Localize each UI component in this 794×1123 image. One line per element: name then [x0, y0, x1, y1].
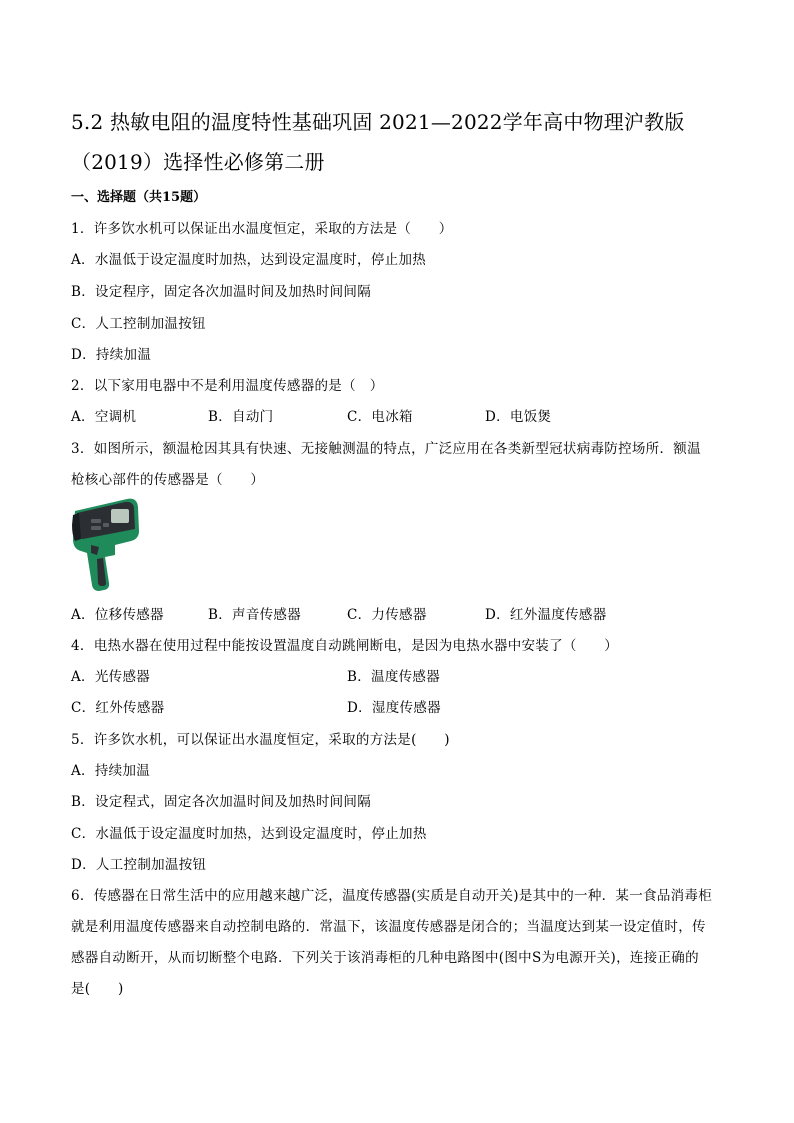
question-3-stem-line-2: 枪核心部件的传感器是（ ）	[71, 472, 265, 488]
question-4-option-c: C．红外传感器	[71, 700, 165, 716]
gun-button	[91, 519, 101, 523]
question-2-stem: 2．以下家用电器中不是利用温度传感器的是（ ）	[71, 378, 384, 394]
gun-screen	[111, 509, 129, 523]
question-6-stem-line-2: 就是利用温度传感器来自动控制电路的．常温下，该温度传感器是闭合的；当温度达到某一设定值时，传	[71, 919, 706, 935]
question-6-stem-line-4: 是( )	[71, 981, 124, 997]
gun-button	[103, 523, 109, 527]
question-5-option-a: A．持续加温	[71, 763, 151, 779]
question-6-stem-line-3: 感器自动断开，从而切断整个电路．下列关于该消毒柜的几种电路图中(图中S为电源开关)，连接正确的	[71, 950, 699, 966]
question-1-option-b: B．设定程序，固定各次加温时间及加热时间间隔	[71, 284, 372, 300]
question-3-option-b: B．声音传感器	[208, 607, 302, 623]
infrared-thermometer-gun-image	[71, 495, 141, 593]
question-2-option-d: D．电饭煲	[485, 409, 552, 425]
question-1-option-a: A．水温低于设定温度时加热，达到设定温度时，停止加热	[71, 252, 427, 268]
question-1-option-d: D．持续加温	[71, 347, 152, 363]
question-4-stem: 4．电热水器在使用过程中能按设置温度自动跳闸断电，是因为电热水器中安装了（ ）	[71, 638, 619, 654]
question-3-stem-line-1: 3．如图所示，额温枪因其具有快速、无接触测温的特点，广泛应用在各类新型冠状病毒防控场所．额温	[71, 441, 701, 457]
document-title-line-1: 5.2 热敏电阻的温度特性基础巩固 2021—2022学年高中物理沪教版	[71, 110, 685, 134]
question-4-option-d: D．湿度传感器	[347, 700, 441, 716]
question-5-option-d: D．人工控制加温按钮	[71, 857, 207, 873]
question-5-stem: 5．许多饮水机，可以保证出水温度恒定，采取的方法是( )	[71, 732, 450, 748]
question-3-option-d: D．红外温度传感器	[485, 607, 607, 623]
question-3-option-c: C．力传感器	[347, 607, 427, 623]
question-4-option-a: A．光传感器	[71, 669, 151, 685]
question-2-option-b: B．自动门	[208, 409, 274, 425]
question-2-option-c: C．电冰箱	[347, 409, 413, 425]
question-1-option-c: C．人工控制加温按钮	[71, 316, 206, 332]
question-1-stem: 1．许多饮水机可以保证出水温度恒定，采取的方法是（ ）	[71, 221, 453, 237]
question-5-option-b: B．设定程式，固定各次加温时间及加热时间间隔	[71, 794, 372, 810]
question-2-option-a: A．空调机	[71, 409, 137, 425]
question-6-stem-line-1: 6．传感器在日常生活中的应用越来越广泛，温度传感器(实质是自动开关)是其中的一种．某一食品消毒柜	[71, 888, 713, 904]
question-4-option-b: B．温度传感器	[347, 669, 441, 685]
question-3-option-a: A．位移传感器	[71, 607, 164, 623]
document-title-line-2: （2019）选择性必修第二册	[71, 150, 325, 174]
question-5-option-c: C．水温低于设定温度时加热，达到设定温度时，停止加热	[71, 826, 427, 842]
gun-button	[91, 526, 101, 530]
section-heading: 一、选择题（共15题）	[71, 190, 207, 205]
